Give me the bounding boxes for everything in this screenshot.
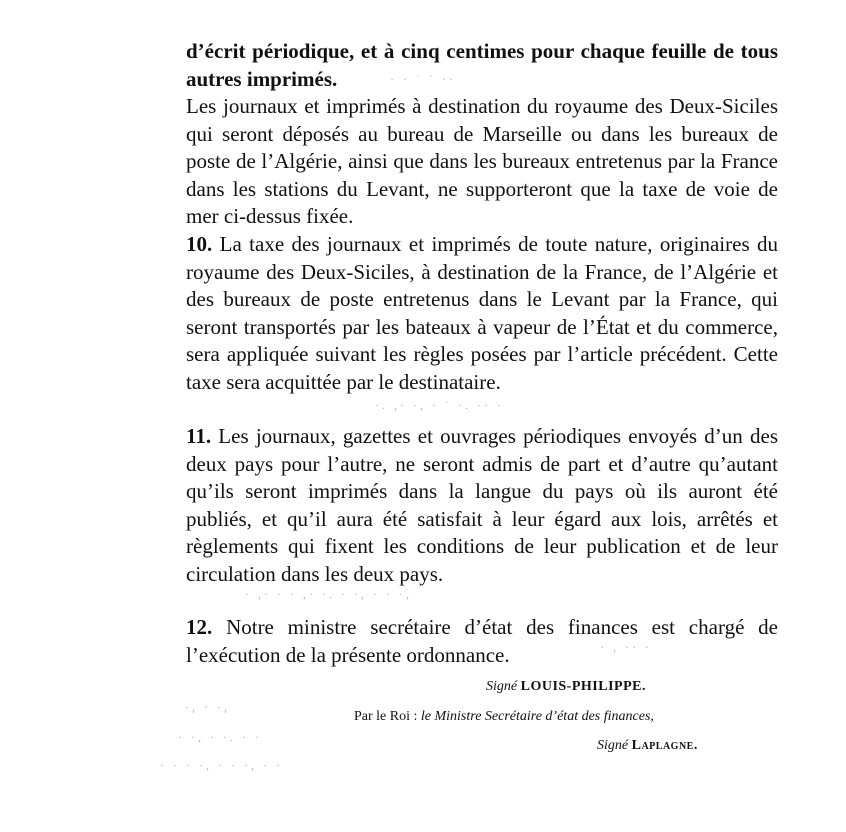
- scan-artifact: · ,· · · ,· ·. · ·, · · ·,: [245, 587, 412, 601]
- article-12: [186, 614, 778, 669]
- article-number: 10.: [186, 232, 213, 256]
- scan-artifact: ·. ,· ·, · ˙ ·. ·· ·: [375, 398, 504, 412]
- king-signature: [486, 679, 646, 695]
- paragraph-levant-stations: [186, 93, 778, 231]
- signature-name: LOUIS-PHILIPPE.: [520, 679, 646, 694]
- article-number: 12.: [186, 615, 213, 639]
- scan-artifact: · · ˙ ˙ ··: [390, 72, 456, 86]
- article-10: [186, 231, 778, 396]
- minister-prefix: Par le Roi :: [354, 709, 418, 724]
- article-11: [186, 423, 778, 588]
- paragraph-text: d’écrit périodique, et à cinq centimes pour chaque feuille de tous autres imprimés.: [186, 39, 778, 91]
- minister-signature: [597, 738, 698, 754]
- paragraph-continuation: [186, 38, 778, 93]
- minister-title: le Ministre Secrétaire d’état des finances,: [420, 709, 654, 724]
- scan-artifact: · ·, · ·. · ·: [178, 730, 262, 744]
- minister-line: [354, 709, 654, 725]
- article-number: 11.: [186, 424, 212, 448]
- article-text: La taxe des journaux et imprimés de toute nature, originaires du royaume des Deux-Siciles, à destination de la France, de l’Algérie et des bureaux de poste entretenus dans le Levant par la France, qui seront transportés par les bateaux à vapeur de l’État et du commerce, sera appliquée suivant les règles posées par l’article précédent. Cette taxe sera acquittée par le destinataire.: [186, 232, 778, 394]
- article-text: Les journaux, gazettes et ouvrages périodiques envoyés d’un des deux pays pour l’autre, ne seront admis de part et d’autre qu’autant qu’ils seront imprimés dans la langue du pays où ils auront été publiés, et qu’il aura été satisfait à leur égard aux lois, arrêtés et règlements qui fixent les conditions de leur publication et de leur circulation dans les deux pays.: [186, 424, 778, 586]
- article-text: Notre ministre secrétaire d’état des finances est chargé de l’exécution de la présente ordonnance.: [186, 615, 779, 667]
- signature-label: Signé: [486, 679, 518, 694]
- scan-artifact: ·, · ·,: [185, 700, 230, 714]
- scan-artifact: · · · ·, · · ·, · ·: [160, 758, 283, 772]
- paragraph-text: Les journaux et imprimés à destination du royaume des Deux-Siciles qui seront déposés au bureau de Marseille ou dans les bureaux de poste de l’Algérie, ainsi que dans les bureaux entretenus par la France dans les stations du Levant, ne supporteront que la taxe de voie de mer ci-dessus fixée.: [186, 94, 778, 228]
- scan-artifact: · , ·· ·: [600, 640, 652, 654]
- signature-name: Laplagne.: [631, 738, 698, 753]
- signature-label: Signé: [597, 738, 629, 753]
